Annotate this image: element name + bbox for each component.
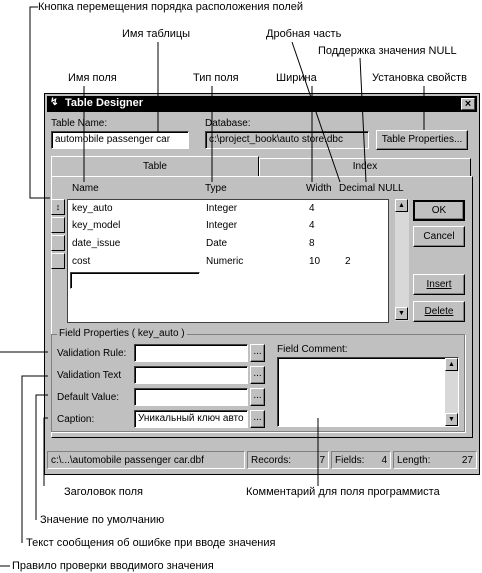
tab-index[interactable]: Index — [259, 158, 471, 176]
annotation-field-name: Имя поля — [68, 72, 117, 84]
fields-value: 4 — [381, 455, 387, 466]
row-mover-button[interactable]: ↕ — [51, 199, 65, 215]
field-name-cell[interactable]: key_auto — [72, 203, 113, 214]
length-label: Length: — [397, 455, 431, 466]
close-button[interactable]: × — [461, 98, 475, 110]
fields-label: Fields: — [335, 455, 365, 466]
field-width-cell[interactable]: 4 — [309, 203, 315, 214]
table-row[interactable] — [68, 200, 388, 217]
table-name-input[interactable]: automobile passenger car — [51, 131, 189, 149]
field-type-cell[interactable]: Integer — [206, 220, 238, 231]
field-decimal-cell[interactable]: 2 — [345, 256, 351, 267]
table-properties-button[interactable]: Table Properties... — [376, 130, 468, 150]
column-header-type: Type — [205, 183, 227, 194]
database-field: c:\project_book\auto store.dbc — [205, 131, 369, 149]
scroll-up-arrow-icon[interactable]: ▲ — [395, 199, 408, 212]
title-bar[interactable] — [47, 96, 477, 112]
row-mover-button[interactable] — [51, 235, 65, 251]
caption-builder-button[interactable]: ... — [250, 410, 265, 428]
annotation-decimal-part: Дробная часть — [266, 28, 342, 40]
column-header-decimal: Decimal — [339, 183, 376, 194]
table-row[interactable] — [68, 253, 388, 270]
scroll-up-arrow-icon[interactable]: ▲ — [445, 358, 458, 371]
row-mover-button[interactable] — [51, 217, 65, 233]
field-type-cell[interactable]: Numeric — [206, 256, 244, 267]
column-header-width: Width — [306, 183, 332, 194]
default-value-label: Default Value: — [57, 392, 120, 403]
records-label: Records: — [251, 455, 292, 466]
annotation-field-type: Тип поля — [193, 72, 239, 84]
status-path: c:\...\automobile passenger car.dbf — [47, 451, 245, 469]
validation-rule-builder-button[interactable]: ... — [250, 344, 265, 362]
column-header-null: NULL — [378, 183, 404, 194]
fields-grid — [67, 199, 389, 323]
ok-button[interactable]: OK — [413, 200, 465, 221]
insert-button[interactable] — [413, 274, 465, 295]
field-name-cell[interactable]: date_issue — [72, 238, 121, 249]
row-mover-button[interactable] — [51, 253, 65, 269]
table-name-label: Table Name: — [51, 118, 108, 129]
field-type-cell[interactable]: Integer — [206, 203, 238, 214]
default-value-input[interactable] — [134, 388, 248, 406]
default-value-builder-button[interactable]: ... — [250, 388, 265, 406]
annotation-set-properties: Установка свойств — [372, 72, 467, 84]
field-name-cell[interactable]: cost — [72, 256, 91, 267]
cancel-button[interactable]: Cancel — [413, 226, 465, 247]
field-width-cell[interactable]: 8 — [309, 238, 315, 249]
field-type-cell[interactable]: Date — [206, 238, 228, 249]
field-comment-label: Field Comment: — [277, 344, 348, 355]
annotation-error-message: Текст сообщения об ошибке при вводе значения — [26, 537, 276, 549]
status-records — [247, 451, 329, 469]
length-value: 27 — [461, 455, 473, 466]
annotation-width: Ширина — [276, 72, 317, 84]
window-title: Table Designer — [65, 97, 144, 109]
grid-scrollbar[interactable] — [395, 199, 409, 321]
caption-input[interactable]: Уникальный ключ авто — [134, 410, 248, 428]
delete-button-label: Delete — [424, 306, 454, 317]
table-designer-icon: ↯ — [50, 97, 59, 108]
scroll-down-arrow-icon[interactable]: ▼ — [395, 307, 408, 320]
validation-text-label: Validation Text — [57, 370, 122, 381]
records-value: 7 — [319, 455, 325, 466]
table-designer-window — [44, 93, 480, 475]
field-width-cell[interactable]: 10 — [309, 256, 321, 267]
scroll-down-arrow-icon[interactable]: ▼ — [445, 413, 458, 426]
caption-label: Caption: — [57, 414, 95, 425]
table-row[interactable] — [68, 235, 388, 252]
insert-button-label: Insert — [426, 279, 452, 290]
new-field-name-input[interactable] — [70, 272, 200, 289]
validation-rule-label: Validation Rule: — [57, 348, 127, 359]
field-properties-title: Field Properties ( key_auto ) — [59, 328, 185, 339]
status-fields — [331, 451, 391, 469]
status-length — [393, 451, 477, 469]
table-row[interactable] — [68, 217, 388, 234]
field-width-cell[interactable]: 4 — [309, 220, 315, 231]
field-comment-textarea[interactable] — [277, 357, 459, 427]
validation-text-builder-button[interactable]: ... — [250, 366, 265, 384]
annotation-field-caption: Заголовок поля — [64, 486, 143, 498]
annotation-programmer-comment: Комментарий для поля программиста — [246, 486, 440, 498]
database-label: Database: — [205, 118, 251, 129]
validation-text-input[interactable] — [134, 366, 248, 384]
validation-rule-input[interactable] — [134, 344, 248, 362]
column-header-name: Name — [72, 183, 99, 194]
annotation-table-name: Имя таблицы — [122, 28, 191, 40]
delete-button[interactable] — [413, 301, 465, 322]
annotation-default-value: Значение по умолчанию — [40, 514, 165, 526]
annotation-null-support: Поддержка значения NULL — [318, 45, 457, 57]
annotation-validation-rule: Правило проверки вводимого значения — [12, 560, 214, 572]
field-name-cell[interactable]: key_model — [72, 220, 121, 231]
annotation-field-order-button: Кнопка перемещения порядка расположения полей — [38, 1, 304, 13]
tab-table[interactable]: Table — [51, 156, 259, 177]
comment-scrollbar[interactable] — [445, 358, 458, 426]
